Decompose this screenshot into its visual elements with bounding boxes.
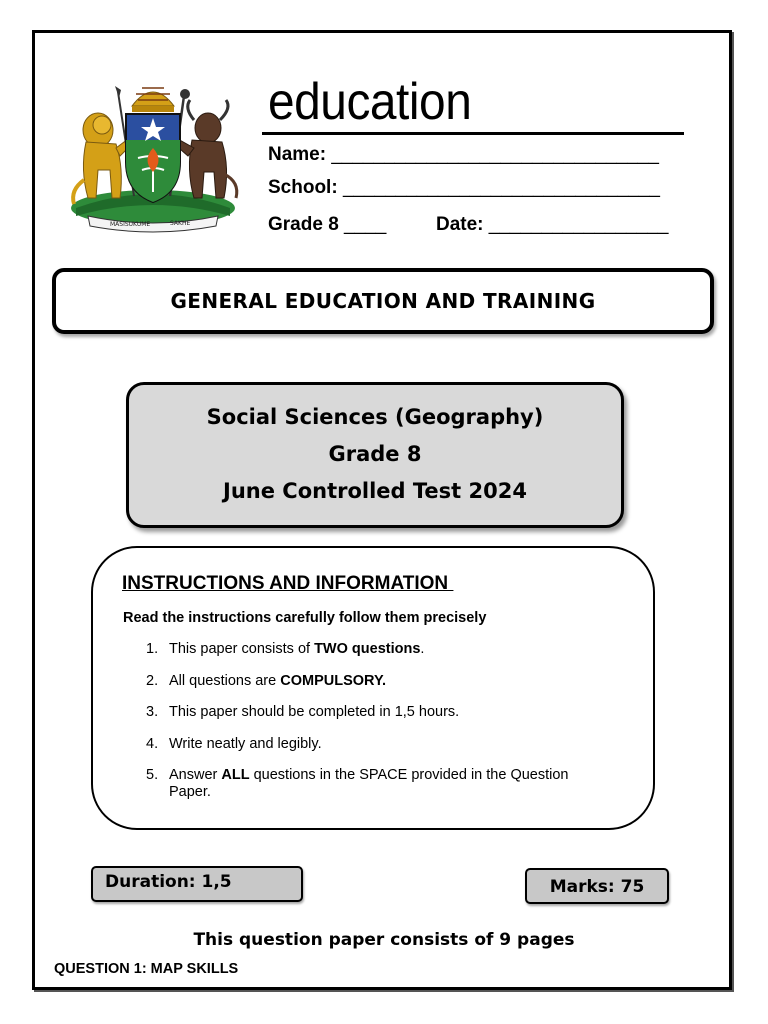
instructions-heading: INSTRUCTIONS AND INFORMATION: [122, 573, 454, 594]
name-label: Name:: [268, 144, 327, 165]
marks-badge: Marks: 75: [525, 868, 669, 904]
coat-of-arms-logo: [58, 70, 248, 240]
phase-banner-text: GENERAL EDUCATION AND TRAINING: [170, 289, 596, 313]
date-field[interactable]: [436, 214, 668, 236]
instructions-intro: Read the instructions carefully follow them precisely: [123, 610, 487, 626]
subject-title: Social Sciences (Geography): [206, 405, 544, 429]
instruction-text: This paper consists of: [169, 641, 315, 657]
school-label: School:: [268, 177, 338, 198]
duration-badge: Duration: 1,5: [91, 866, 303, 902]
instruction-bold-text: COMPULSORY.: [280, 673, 387, 689]
school-field[interactable]: [268, 177, 660, 199]
instruction-text: This paper should be completed in 1,5 hours.: [169, 704, 460, 720]
instruction-number: 4.: [146, 736, 159, 752]
instruction-number: 1.: [146, 641, 159, 657]
crest-motto-right: SAKHE: [170, 220, 191, 227]
phase-banner: [52, 268, 714, 334]
date-label: Date:: [436, 214, 484, 235]
instruction-text-end: .: [420, 641, 425, 657]
instruction-text: All questions are: [169, 673, 281, 689]
instruction-text-end: questions in the SPACE provided in the Question Paper.: [169, 767, 569, 800]
subject-box: [126, 382, 624, 528]
instruction-bold-text: TWO questions: [314, 641, 421, 657]
grade-blank[interactable]: ____: [344, 214, 387, 235]
pages-note: This question paper consists of 9 pages: [193, 930, 575, 950]
crest-motto-left: MASISUKUME: [110, 221, 151, 228]
name-blank[interactable]: _______________________________: [331, 144, 659, 165]
instruction-text: Write neatly and legibly.: [169, 736, 322, 752]
instruction-number: 3.: [146, 704, 159, 720]
name-field[interactable]: [268, 144, 659, 166]
question-heading: QUESTION 1: MAP SKILLS: [54, 961, 239, 977]
grade-label: Grade 8: [268, 214, 339, 235]
subject-grade: Grade 8: [328, 442, 422, 466]
shield-icon: [126, 114, 180, 202]
grade-field[interactable]: [268, 214, 386, 236]
instruction-number: 2.: [146, 673, 159, 689]
instruction-text: Answer: [169, 767, 222, 783]
instruction-number: 5.: [146, 767, 159, 783]
date-blank[interactable]: _________________: [488, 214, 669, 235]
title-rule: [262, 132, 684, 135]
test-title: June Controlled Test 2024: [223, 479, 527, 503]
crown-icon: [132, 88, 174, 112]
instruction-bold-text: ALL: [221, 767, 250, 783]
school-blank[interactable]: ______________________________: [342, 177, 660, 198]
department-title: education: [268, 73, 472, 131]
